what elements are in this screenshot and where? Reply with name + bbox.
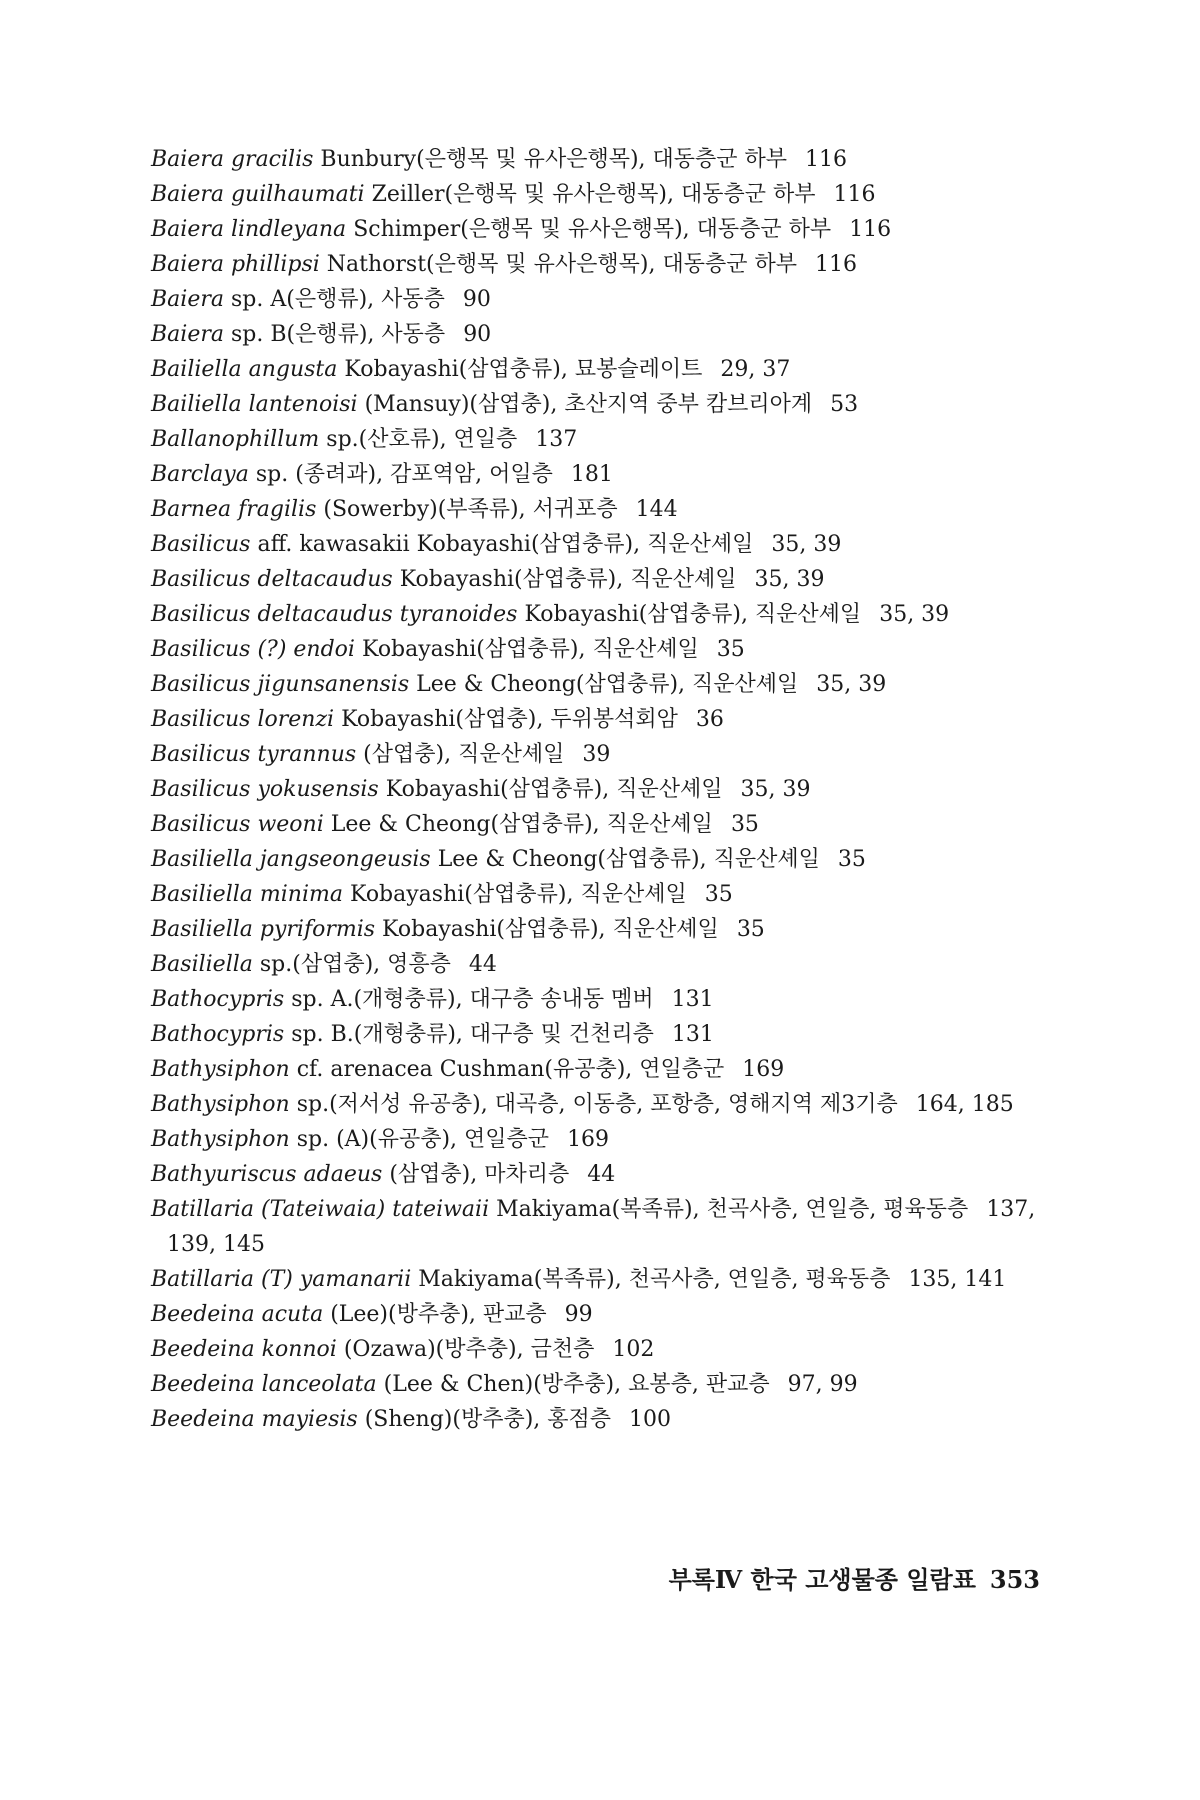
- list-item: [151, 212, 1071, 247]
- page-references: 35: [736, 917, 765, 942]
- list-item: [151, 1262, 1071, 1297]
- species-details: (Sowerby)(부족류), 서귀포층: [323, 497, 618, 522]
- list-item: [151, 772, 1071, 807]
- page-references: 131: [671, 1022, 714, 1047]
- list-item: [151, 1332, 1071, 1367]
- page-references: 137, 139, 145: [167, 1197, 1036, 1257]
- species-details: Kobayashi(삼엽충류), 직운산셰일: [385, 777, 723, 802]
- species-details: Makiyama(복족류), 천곡사층, 연일층, 평육동층: [496, 1197, 969, 1222]
- list-item: [151, 422, 1071, 457]
- species-name: Basilicus yokusensis: [151, 777, 379, 802]
- list-item: [151, 177, 1071, 212]
- list-item: [151, 597, 1071, 632]
- page-references: 144: [635, 497, 678, 522]
- species-name: Ballanophillum: [151, 427, 320, 452]
- species-name: Basilicus tyrannus: [151, 742, 357, 767]
- species-details: (Lee)(방추충), 판교층: [330, 1302, 547, 1327]
- page-references: 131: [671, 987, 714, 1012]
- list-item: [151, 142, 1071, 177]
- list-item: [151, 1367, 1071, 1402]
- species-name: Basiliella minima: [151, 882, 343, 907]
- species-details: Lee & Cheong(삼엽충류), 직운산셰일: [330, 812, 713, 837]
- species-name: Basiliella: [151, 952, 253, 977]
- page-references: 169: [742, 1057, 785, 1082]
- page-references: 53: [830, 392, 859, 417]
- species-details: (Sheng)(방추충), 홍점층: [364, 1407, 612, 1432]
- species-name: Basilicus jigunsanensis: [151, 672, 410, 697]
- species-name: Bathocypris: [151, 1022, 285, 1047]
- page-references: 97, 99: [787, 1372, 858, 1397]
- species-name: Bathysiphon: [151, 1092, 290, 1117]
- species-name: Bathocypris: [151, 987, 285, 1012]
- list-item: [151, 947, 1071, 982]
- page-references: 90: [462, 287, 491, 312]
- species-name: Baiera: [151, 322, 224, 347]
- species-details: sp. A.(개형충류), 대구층 송내동 멤버: [291, 987, 654, 1012]
- species-name: Basilicus weoni: [151, 812, 324, 837]
- species-name: Basiliella pyriformis: [151, 917, 376, 942]
- page-references: 39: [582, 742, 611, 767]
- page-references: 35, 39: [754, 567, 825, 592]
- list-item: [151, 982, 1071, 1017]
- species-details: Lee & Cheong(삼엽충류), 직운산셰일: [416, 672, 799, 697]
- species-details: Kobayashi(삼엽충류), 직운산셰일: [361, 637, 699, 662]
- list-item: [151, 667, 1071, 702]
- page-footer: [620, 1560, 1040, 1595]
- species-details: Bunbury(은행목 및 유사은행목), 대동층군 하부: [320, 147, 788, 172]
- species-name: Bailiella lantenoisi: [151, 392, 358, 417]
- list-item: [151, 387, 1071, 422]
- species-details: sp. A(은행류), 사동층: [230, 287, 445, 312]
- species-details: Kobayashi(삼엽충류), 직운산셰일: [349, 882, 687, 907]
- species-name: Bathyuriscus adaeus: [151, 1162, 383, 1187]
- species-name: Beedeina konnoi: [151, 1337, 337, 1362]
- list-item: [151, 1297, 1071, 1332]
- page-references: 35, 39: [740, 777, 811, 802]
- page-references: 116: [814, 252, 857, 277]
- list-item: [151, 877, 1071, 912]
- species-details: sp.(저서성 유공충), 대곡층, 이동층, 포항층, 영해지역 제3기층: [296, 1092, 898, 1117]
- page-references: 169: [567, 1127, 610, 1152]
- species-name: Beedeina mayiesis: [151, 1407, 358, 1432]
- page-references: 44: [468, 952, 497, 977]
- list-item: [151, 1402, 1071, 1437]
- species-name: Basilicus deltacaudus: [151, 567, 393, 592]
- page-references: 100: [629, 1407, 672, 1432]
- list-item: [151, 702, 1071, 737]
- species-details: cf. arenacea Cushman(유공충), 연일층군: [296, 1057, 725, 1082]
- list-item: [151, 317, 1071, 352]
- list-item: [151, 632, 1071, 667]
- page-number: 353: [989, 1565, 1040, 1594]
- species-name: Baiera gracilis: [151, 147, 314, 172]
- species-details: (Lee & Chen)(방추충), 요봉층, 판교층: [383, 1372, 770, 1397]
- page-references: 35: [837, 847, 866, 872]
- species-details: sp. B.(개형충류), 대구층 및 건천리층: [291, 1022, 654, 1047]
- species-name: Bathysiphon: [151, 1127, 290, 1152]
- page-references: 102: [612, 1337, 655, 1362]
- species-name: Batillaria (T) yamanarii: [151, 1267, 412, 1292]
- page-references: 137: [535, 427, 578, 452]
- species-details: Schimper(은행목 및 유사은행목), 대동층군 하부: [353, 217, 832, 242]
- species-name: Basilicus deltacaudus tyranoides: [151, 602, 518, 627]
- species-details: (삼엽충), 직운산셰일: [363, 742, 565, 767]
- page-references: 35, 39: [816, 672, 887, 697]
- species-details: sp.(산호류), 연일층: [326, 427, 518, 452]
- list-item: [151, 1157, 1071, 1192]
- page-references: 99: [564, 1302, 593, 1327]
- list-item: [151, 737, 1071, 772]
- species-details: (삼엽충), 마차리층: [389, 1162, 570, 1187]
- page-references: 29, 37: [720, 357, 791, 382]
- species-details: (Ozawa)(방추충), 금천층: [343, 1337, 595, 1362]
- list-item: [151, 527, 1071, 562]
- species-name: Basilicus (?) endoi: [151, 637, 355, 662]
- species-details: sp. B(은행류), 사동층: [230, 322, 446, 347]
- species-name: Baiera phillipsi: [151, 252, 320, 277]
- list-item: [151, 247, 1071, 282]
- page-references: 135, 141: [908, 1267, 1007, 1292]
- page-references: 44: [587, 1162, 616, 1187]
- list-item: [151, 492, 1071, 527]
- page-references: 90: [463, 322, 492, 347]
- species-details: Kobayashi(삼엽충류), 직운산셰일: [382, 917, 719, 942]
- list-item: [151, 912, 1071, 947]
- list-item: [151, 1087, 1071, 1122]
- species-name: Barnea fragilis: [151, 497, 317, 522]
- page-references: 35, 39: [879, 602, 950, 627]
- list-item: [151, 457, 1071, 492]
- list-item: [151, 1052, 1071, 1087]
- page-references: 116: [849, 217, 892, 242]
- species-name: Basiliella jangseongeusis: [151, 847, 431, 872]
- species-list: [151, 142, 1071, 1437]
- species-details: Zeiller(은행목 및 유사은행목), 대동층군 하부: [371, 182, 816, 207]
- page-references: 35: [716, 637, 745, 662]
- list-item: [151, 282, 1071, 317]
- list-item: [151, 1017, 1071, 1052]
- list-item: [151, 562, 1071, 597]
- species-details: Kobayashi(삼엽충류), 직운산셰일: [524, 602, 862, 627]
- page-references: 35, 39: [771, 532, 842, 557]
- list-item: [151, 1192, 1071, 1262]
- species-details: sp. (종려과), 감포역암, 어일층: [255, 462, 553, 487]
- species-details: Kobayashi(삼엽충), 두위봉석회암: [341, 707, 678, 732]
- species-name: Bailiella angusta: [151, 357, 338, 382]
- species-details: Kobayashi(삼엽충류), 직운산셰일: [399, 567, 737, 592]
- list-item: [151, 842, 1071, 877]
- page-references: 181: [570, 462, 613, 487]
- species-name: Basilicus: [151, 532, 251, 557]
- species-details: sp. (A)(유공충), 연일층군: [296, 1127, 550, 1152]
- page-references: 116: [805, 147, 848, 172]
- species-details: Lee & Cheong(삼엽충류), 직운산셰일: [437, 847, 820, 872]
- page-references: 36: [695, 707, 724, 732]
- species-name: Basilicus lorenzi: [151, 707, 335, 732]
- species-details: (Mansuy)(삼엽충), 초산지역 중부 캄브리아계: [364, 392, 813, 417]
- footer-section-title: 부록Ⅳ 한국 고생물종 일람표: [668, 1565, 976, 1594]
- species-name: Batillaria (Tateiwaia) tateiwaii: [151, 1197, 490, 1222]
- species-name: Beedeina lanceolata: [151, 1372, 377, 1397]
- page-references: 35: [704, 882, 733, 907]
- list-item: [151, 807, 1071, 842]
- species-details: Nathorst(은행목 및 유사은행목), 대동층군 하부: [326, 252, 797, 277]
- species-name: Barclaya: [151, 462, 249, 487]
- species-name: Baiera guilhaumati: [151, 182, 365, 207]
- species-details: aff. kawasakii Kobayashi(삼엽충류), 직운산셰일: [257, 532, 754, 557]
- list-item: [151, 352, 1071, 387]
- species-details: Makiyama(복족류), 천곡사층, 연일층, 평육동층: [418, 1267, 891, 1292]
- species-name: Baiera lindleyana: [151, 217, 347, 242]
- species-name: Bathysiphon: [151, 1057, 290, 1082]
- page-references: 116: [833, 182, 876, 207]
- species-details: Kobayashi(삼엽충류), 묘봉슬레이트: [344, 357, 703, 382]
- list-item: [151, 1122, 1071, 1157]
- species-details: sp.(삼엽충), 영흥층: [259, 952, 451, 977]
- species-name: Baiera: [151, 287, 224, 312]
- page-references: 35: [730, 812, 759, 837]
- page-references: 164, 185: [915, 1092, 1014, 1117]
- species-name: Beedeina acuta: [151, 1302, 324, 1327]
